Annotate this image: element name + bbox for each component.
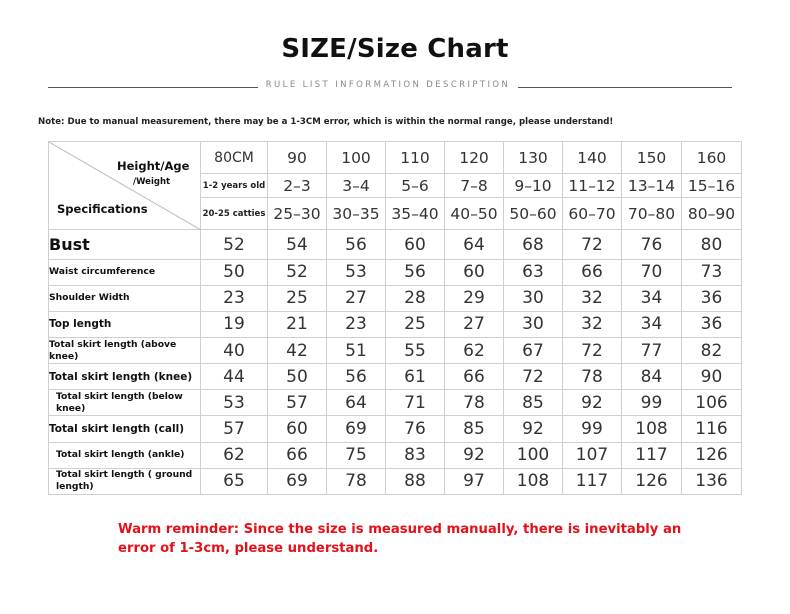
table-cell: 52	[201, 230, 268, 259]
table-row	[49, 259, 742, 285]
table-cell: 29	[445, 285, 504, 311]
weight-header-cell: 70–80	[622, 198, 682, 230]
weight-label: /Weight	[133, 177, 171, 187]
table-cell: 66	[445, 364, 504, 390]
table-cell: 56	[327, 230, 386, 259]
table-cell: 25	[386, 311, 445, 337]
table-cell: 21	[268, 311, 327, 337]
table-cell: 116	[682, 416, 742, 442]
table-cell: 53	[201, 390, 268, 416]
weight-header-cell: 60–70	[563, 198, 622, 230]
age-header-cell: 3–4	[327, 174, 386, 198]
table-cell: 34	[622, 311, 682, 337]
table-cell: 66	[563, 259, 622, 285]
height-header-cell: 80CM	[201, 142, 268, 174]
table-cell: 117	[622, 442, 682, 468]
table-cell: 60	[386, 230, 445, 259]
table-cell: 40	[201, 338, 268, 364]
height-header-cell: 160	[682, 142, 742, 174]
table-cell: 85	[504, 390, 563, 416]
row-label: Shoulder Width	[49, 285, 201, 311]
age-header-cell: 9–10	[504, 174, 563, 198]
height-header-cell: 140	[563, 142, 622, 174]
table-cell: 62	[445, 338, 504, 364]
table-cell: 82	[682, 338, 742, 364]
row-label: Total skirt length ( ground length)	[49, 468, 201, 494]
table-cell: 55	[386, 338, 445, 364]
table-cell: 32	[563, 311, 622, 337]
table-cell: 64	[445, 230, 504, 259]
table-cell: 52	[268, 259, 327, 285]
table-cell: 70	[622, 259, 682, 285]
table-cell: 57	[268, 390, 327, 416]
table-cell: 100	[504, 442, 563, 468]
table-cell: 69	[268, 468, 327, 494]
height-header-cell: 90	[268, 142, 327, 174]
table-cell: 30	[504, 285, 563, 311]
table-cell: 92	[445, 442, 504, 468]
table-row	[49, 468, 742, 494]
row-label: Total skirt length (above knee)	[49, 338, 201, 364]
table-cell: 108	[622, 416, 682, 442]
table-cell: 44	[201, 364, 268, 390]
row-label: Total skirt length (ankle)	[49, 442, 201, 468]
table-cell: 32	[563, 285, 622, 311]
table-cell: 83	[386, 442, 445, 468]
table-cell: 27	[327, 285, 386, 311]
table-cell: 106	[682, 390, 742, 416]
weight-header-cell: 40–50	[445, 198, 504, 230]
specifications-label: Specifications	[57, 202, 148, 216]
height-header-cell: 100	[327, 142, 386, 174]
table-cell: 63	[504, 259, 563, 285]
row-label: Top length	[49, 311, 201, 337]
table-cell: 97	[445, 468, 504, 494]
age-header-cell: 7–8	[445, 174, 504, 198]
table-cell: 72	[563, 230, 622, 259]
table-cell: 92	[563, 390, 622, 416]
table-cell: 99	[622, 390, 682, 416]
table-cell: 73	[682, 259, 742, 285]
table-cell: 92	[504, 416, 563, 442]
age-header-cell: 11–12	[563, 174, 622, 198]
table-cell: 69	[327, 416, 386, 442]
age-header-cell: 15–16	[682, 174, 742, 198]
table-cell: 136	[682, 468, 742, 494]
table-cell: 77	[622, 338, 682, 364]
table-cell: 78	[445, 390, 504, 416]
weight-header-cell: 80–90	[682, 198, 742, 230]
table-cell: 64	[327, 390, 386, 416]
table-cell: 76	[622, 230, 682, 259]
height-row	[49, 142, 742, 174]
table-row	[49, 338, 742, 364]
table-cell: 117	[563, 468, 622, 494]
table-cell: 50	[201, 259, 268, 285]
table-cell: 99	[563, 416, 622, 442]
measurement-note: Note: Due to manual measurement, there may be a 1-3CM error, which is within the normal range, please understand!	[38, 117, 614, 127]
table-cell: 28	[386, 285, 445, 311]
table-cell: 62	[201, 442, 268, 468]
table-cell: 76	[386, 416, 445, 442]
table-cell: 108	[504, 468, 563, 494]
table-cell: 80	[682, 230, 742, 259]
table-cell: 25	[268, 285, 327, 311]
height-header-cell: 150	[622, 142, 682, 174]
table-cell: 78	[563, 364, 622, 390]
header-corner-cell	[49, 142, 201, 230]
table-cell: 27	[445, 311, 504, 337]
table-cell: 88	[386, 468, 445, 494]
age-header-cell: 13–14	[622, 174, 682, 198]
table-cell: 23	[327, 311, 386, 337]
table-cell: 57	[201, 416, 268, 442]
table-cell: 54	[268, 230, 327, 259]
table-cell: 107	[563, 442, 622, 468]
table-cell: 72	[504, 364, 563, 390]
warm-reminder: Warm reminder: Since the size is measured manually, there is inevitably an error of 1-3cm, please understand.	[118, 522, 682, 556]
rule-caption: RULE LIST INFORMATION DESCRIPTION	[265, 80, 511, 90]
rule-divider-left	[48, 87, 258, 88]
table-cell: 60	[268, 416, 327, 442]
row-label: Waist circumference	[49, 259, 201, 285]
table-cell: 78	[327, 468, 386, 494]
height-header-cell: 110	[386, 142, 445, 174]
table-cell: 56	[386, 259, 445, 285]
table-cell: 50	[268, 364, 327, 390]
row-label: Total skirt length (below knee)	[49, 390, 201, 416]
table-cell: 51	[327, 338, 386, 364]
weight-header-cell: 35–40	[386, 198, 445, 230]
table-cell: 126	[682, 442, 742, 468]
table-cell: 19	[201, 311, 268, 337]
table-cell: 90	[682, 364, 742, 390]
weight-header-cell: 50–60	[504, 198, 563, 230]
weight-header-cell: 25–30	[268, 198, 327, 230]
row-label: Total skirt length (knee)	[49, 364, 201, 390]
table-row	[49, 364, 742, 390]
height-header-cell: 130	[504, 142, 563, 174]
table-cell: 126	[622, 468, 682, 494]
table-cell: 75	[327, 442, 386, 468]
table-cell: 60	[445, 259, 504, 285]
row-label: Bust	[49, 230, 201, 259]
height-age-label: Height/Age	[117, 159, 190, 173]
age-header-cell: 5–6	[386, 174, 445, 198]
table-cell: 61	[386, 364, 445, 390]
table-cell: 34	[622, 285, 682, 311]
table-row	[49, 416, 742, 442]
table-cell: 65	[201, 468, 268, 494]
table-cell: 36	[682, 285, 742, 311]
size-table	[48, 141, 742, 495]
table-cell: 66	[268, 442, 327, 468]
table-cell: 68	[504, 230, 563, 259]
row-label: Total skirt length (call)	[49, 416, 201, 442]
table-row	[49, 390, 742, 416]
age-range-label: 1-2 years old	[201, 174, 268, 198]
table-cell: 85	[445, 416, 504, 442]
diagonal-divider	[49, 142, 201, 230]
page-title: SIZE/Size Chart	[281, 34, 509, 64]
table-cell: 67	[504, 338, 563, 364]
table-cell: 84	[622, 364, 682, 390]
table-cell: 56	[327, 364, 386, 390]
table-row	[49, 230, 742, 259]
table-cell: 30	[504, 311, 563, 337]
table-row	[49, 311, 742, 337]
table-cell: 72	[563, 338, 622, 364]
weight-header-cell: 30–35	[327, 198, 386, 230]
weight-range-label: 20-25 catties	[201, 198, 268, 230]
age-header-cell: 2–3	[268, 174, 327, 198]
table-cell: 36	[682, 311, 742, 337]
rule-divider-right	[518, 87, 732, 88]
table-cell: 71	[386, 390, 445, 416]
height-header-cell: 120	[445, 142, 504, 174]
table-cell: 53	[327, 259, 386, 285]
table-cell: 23	[201, 285, 268, 311]
table-row	[49, 442, 742, 468]
table-cell: 42	[268, 338, 327, 364]
table-row	[49, 285, 742, 311]
